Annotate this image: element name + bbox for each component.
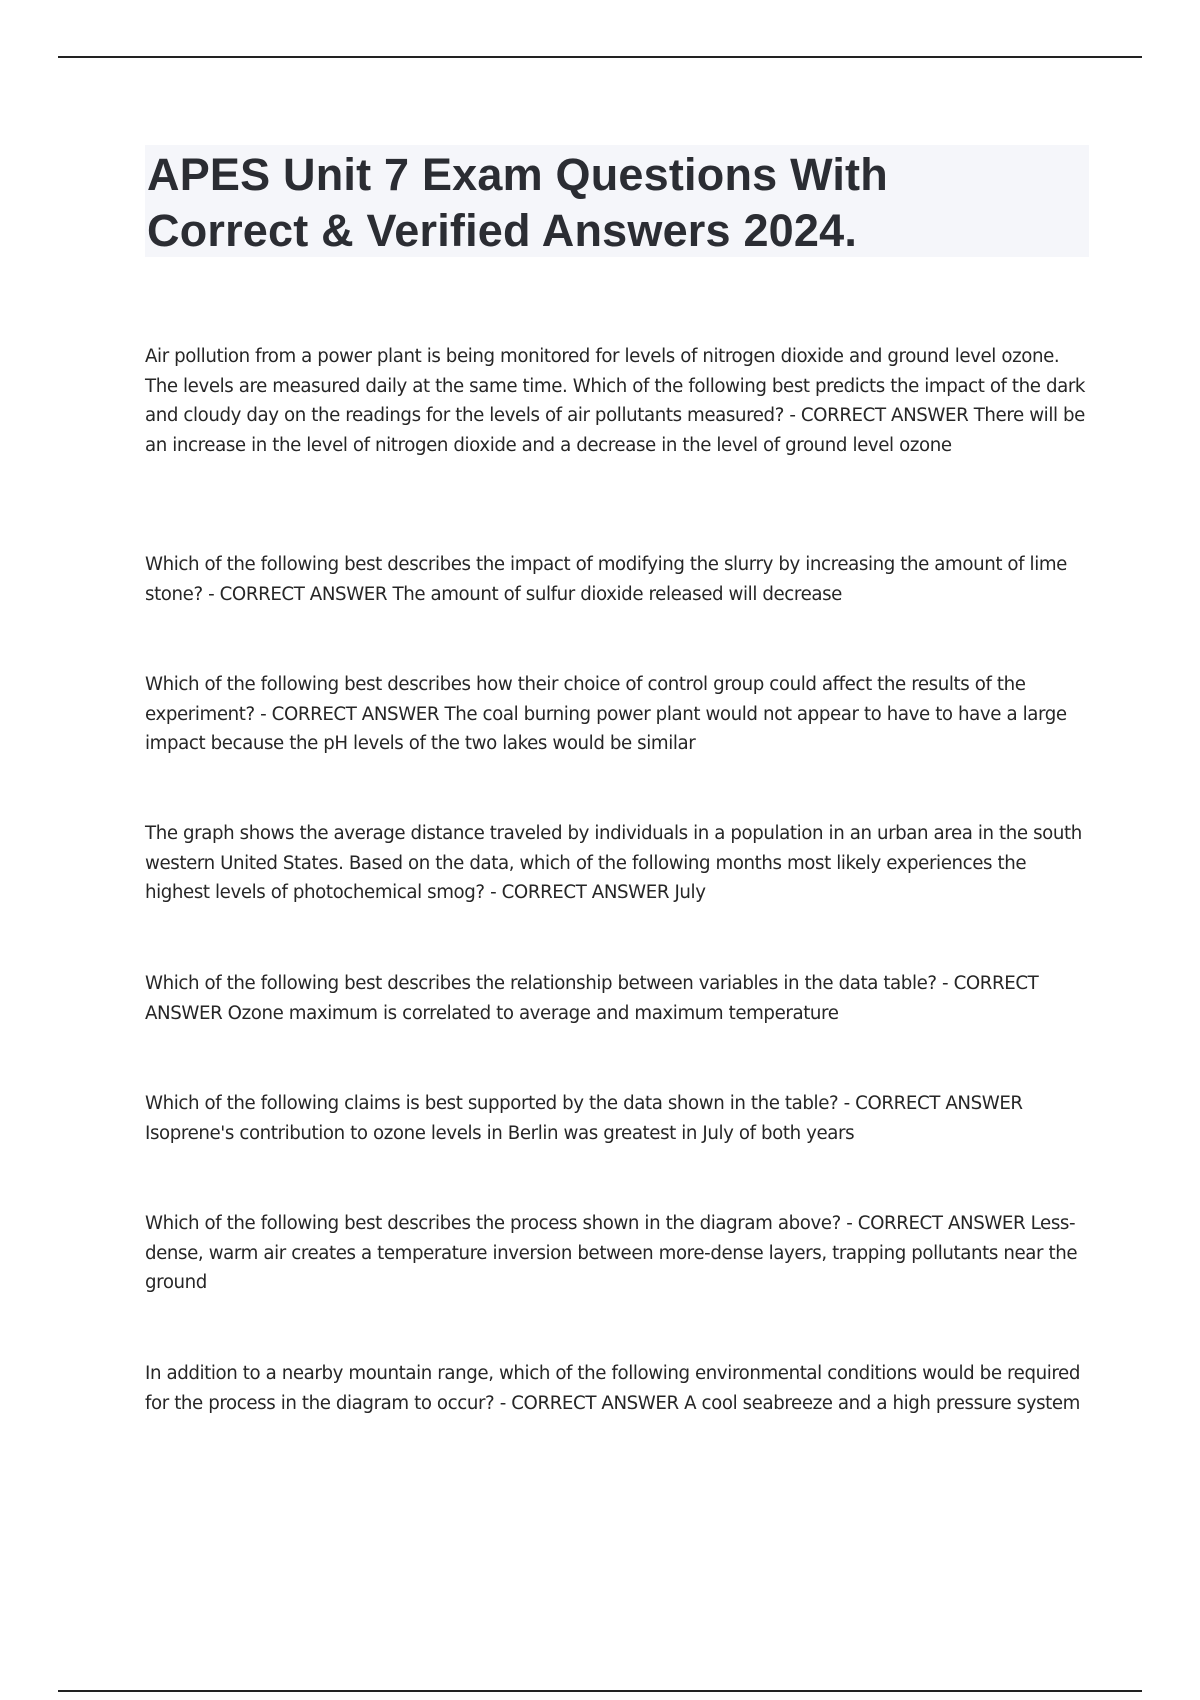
qa-item-8: In addition to a nearby mountain range, which of the following environmental conditions would be required for the process in the diagram to occur? - CORRECT ANSWER A cool seabreeze and a high pressure system: [145, 1363, 1080, 1414]
title-line-1: APES Unit 7 Exam Questions With: [147, 149, 888, 200]
qa-item-2: Which of the following best describes the impact of modifying the slurry by increasing the amount of lime stone? - CORRECT ANSWER The amount of sulfur dioxide released will decrease: [145, 554, 1067, 605]
title-block: [145, 145, 1089, 257]
document-title: [147, 147, 1089, 259]
footer-rule: [58, 1690, 1142, 1692]
qa-item-5: Which of the following best describes the relationship between variables in the data table? - CORRECT ANSWER Ozone maximum is correlated to average and maximum temperature: [145, 973, 1039, 1024]
title-line-2: Correct & Verified Answers 2024.: [147, 205, 858, 256]
qa-item-3: Which of the following best describes how their choice of control group could affect the results of the experiment? - CORRECT ANSWER The coal burning power plant would not appear to have to have a large impact because the pH levels of the two lakes would be similar: [145, 674, 1067, 754]
qa-item-6: Which of the following claims is best supported by the data shown in the table? - CORRECT ANSWER Isoprene's contribution to ozone levels in Berlin was greatest in July of both years: [145, 1093, 1023, 1144]
header-rule: [58, 56, 1142, 58]
qa-item-1: Air pollution from a power plant is being monitored for levels of nitrogen dioxide and ground level ozone. The levels are measured daily at the same time. Which of the following best predicts the impact of the dark and cloudy day on the readings for the levels of air pollutants measured? - CORRECT ANSWER There will be an increase in the level of nitrogen dioxide and a decrease in the level of ground level ozone: [145, 346, 1086, 456]
qa-item-7: Which of the following best describes the process shown in the diagram above? - CORRECT ANSWER Less-dense, warm air creates a temperature inversion between more-dense layers, trapping pollutants near the ground: [145, 1213, 1078, 1293]
qa-item-4: The graph shows the average distance traveled by individuals in a population in an urban area in the south western United States. Based on the data, which of the following months most likely experiences the highest levels of photochemical smog? - CORRECT ANSWER July: [145, 823, 1082, 903]
